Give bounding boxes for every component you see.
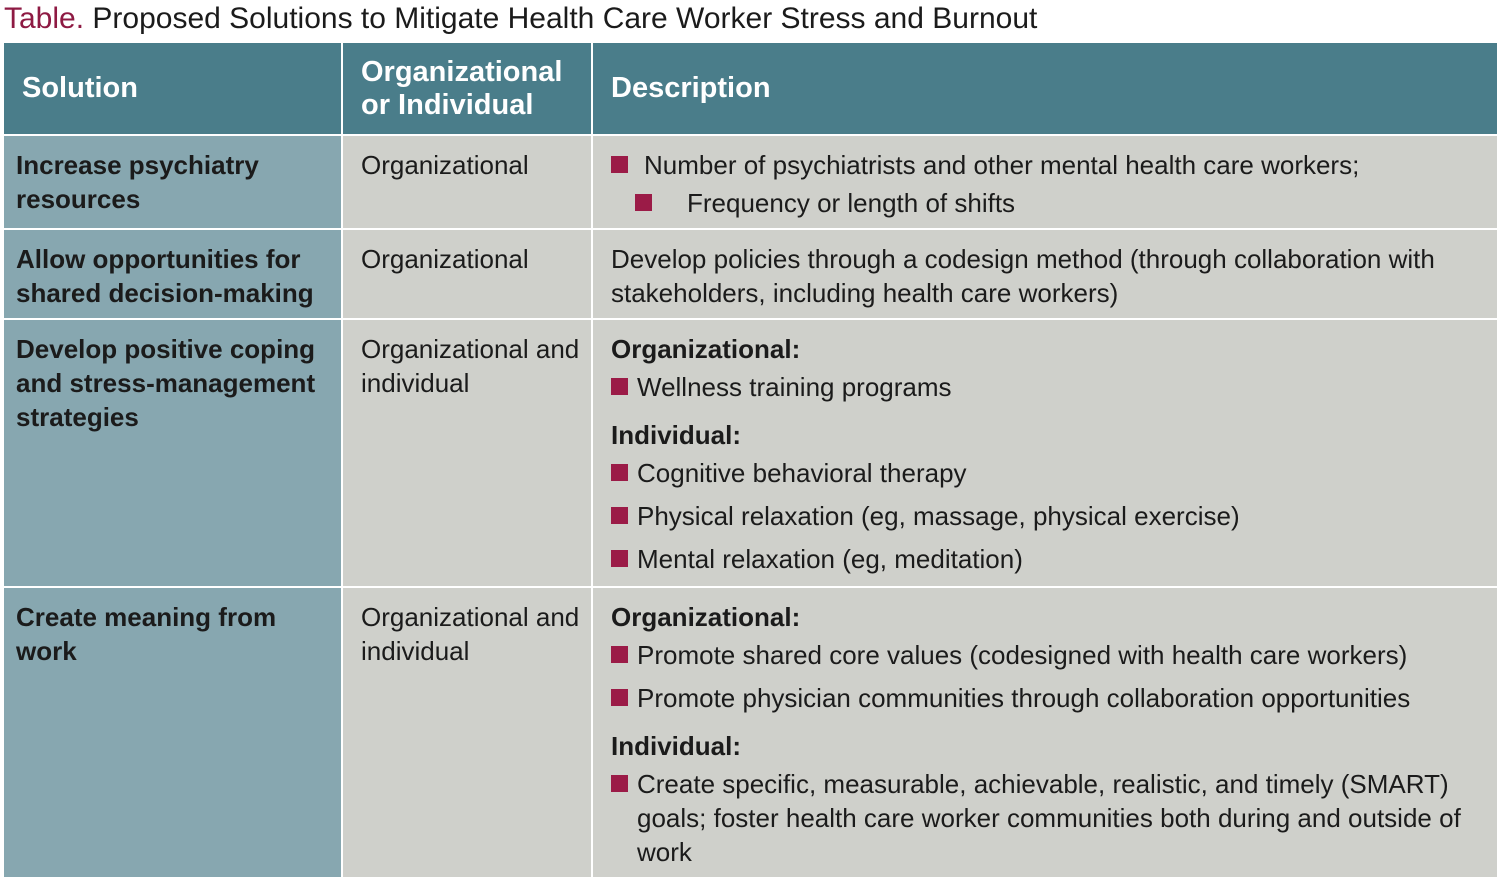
row4-type: Organizational and individual: [341, 586, 591, 877]
row2-type: Organizational: [341, 228, 591, 318]
list-item: [611, 456, 1487, 490]
row1-type: Organizational: [341, 134, 591, 228]
header-organizational-or-individual: [341, 43, 591, 134]
org-subheading: Organizational:: [611, 602, 801, 632]
table-title: [4, 0, 1037, 40]
bullet-text: Mental relaxation (eg, meditation): [637, 544, 1023, 574]
list-item: [611, 370, 1487, 404]
list-item: [611, 767, 1487, 869]
row2-description: Develop policies through a codesign method (through collaboration with stakeholders, including health care workers): [591, 228, 1497, 318]
bullet-icon: [611, 156, 628, 173]
row3-description: [591, 318, 1497, 586]
list-item: [611, 148, 1487, 182]
bullet-text: Promote shared core values (codesigned with health care workers): [637, 640, 1408, 670]
bullet-icon: [635, 194, 652, 211]
list-item: [611, 542, 1487, 576]
table-title-label: Table.: [4, 2, 85, 35]
row4-solution: Create meaning from work: [4, 586, 341, 877]
org-subheading: Organizational:: [611, 334, 801, 364]
row3-type: Organizational and individual: [341, 318, 591, 586]
list-item: [611, 681, 1487, 715]
individual-subheading: Individual:: [611, 731, 741, 761]
list-item: [611, 638, 1487, 672]
header-type-line1: Organizational: [361, 55, 563, 88]
list-item: [611, 186, 1487, 220]
bullet-icon: [611, 464, 628, 481]
row1-solution: Increase psychiatry resources: [4, 134, 341, 228]
header-type-line2: or Individual: [361, 88, 534, 121]
bullet-text: Promote physician communities through collaboration opportunities: [637, 683, 1411, 713]
bullet-icon: [611, 378, 628, 395]
bullet-icon: [611, 507, 628, 524]
bullet-text: Cognitive behavioral therapy: [637, 458, 967, 488]
row1-description: [591, 134, 1497, 228]
individual-subheading: Individual:: [611, 420, 741, 450]
bullet-icon: [611, 646, 628, 663]
bullet-icon: [611, 550, 628, 567]
header-description: Description: [591, 43, 1497, 134]
bullet-text: Create specific, measurable, achievable, realistic, and timely (SMART) goals; foster health care worker communities both during and outside of work: [637, 769, 1461, 867]
table-title-text: Proposed Solutions to Mitigate Health Care Worker Stress and Burnout: [92, 2, 1038, 35]
bullet-icon: [611, 689, 628, 706]
bullet-text: Physical relaxation (eg, massage, physical exercise): [637, 501, 1240, 531]
bullet-text: Number of psychiatrists and other mental health care workers;: [644, 150, 1360, 180]
bullet-text: Frequency or length of shifts: [687, 188, 1016, 218]
bullet-icon: [611, 775, 628, 792]
row4-description: [591, 586, 1497, 877]
bullet-text: Wellness training programs: [637, 372, 952, 402]
list-item: [611, 499, 1487, 533]
solutions-table: [4, 43, 1497, 877]
row3-solution: Develop positive coping and stress-management strategies: [4, 318, 341, 586]
row2-solution: Allow opportunities for shared decision-making: [4, 228, 341, 318]
header-solution: Solution: [4, 43, 341, 134]
